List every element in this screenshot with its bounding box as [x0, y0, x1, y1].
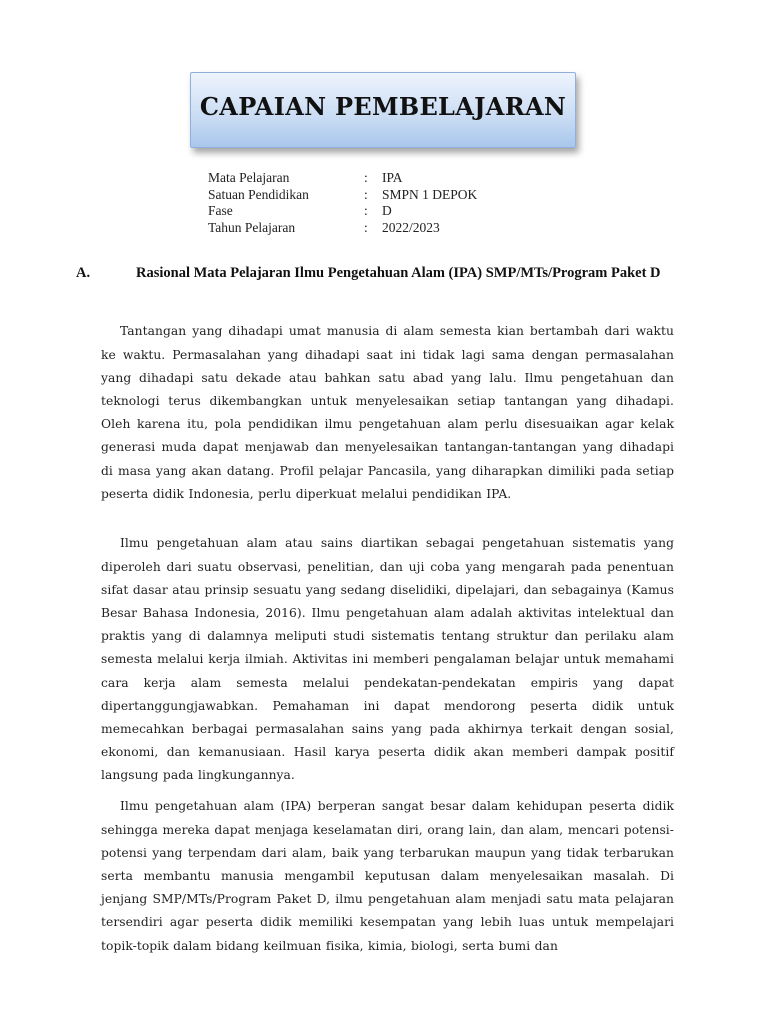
- meta-label: Satuan Pendidikan: [208, 186, 309, 202]
- meta-row-phase: [208, 203, 582, 220]
- metadata-table: [208, 170, 582, 236]
- paragraph-3: Ilmu pengetahuan alam (IPA) berperan sangat besar dalam kehidupan peserta didik sehingga mereka dapat menjaga keselamatan diri, orang lain, dan alam, mencari potensi-potensi yang terpendam dari alam, baik yang terbarukan maupun yang tidak terbarukan serta membantu manusia mengambil keputusan dalam menyelesaikan masalah. Di jenjang SMP/MTs/Program Paket D, ilmu pengetahuan alam menjadi satu mata pelajaran tersendiri agar peserta didik memiliki kesempatan yang lebih luas untuk mempelajari topik-topik dalam bidang keilmuan fisika, kimia, biologi, serta bumi dan: [101, 799, 674, 953]
- meta-value: D: [382, 203, 392, 218]
- meta-row-school: [208, 187, 582, 204]
- meta-colon: :: [364, 203, 368, 218]
- section-letter: A.: [76, 265, 91, 281]
- meta-value: IPA: [382, 170, 403, 185]
- page-title: CAPAIAN PEMBELAJARAN: [199, 91, 567, 121]
- meta-label: Tahun Pelajaran: [208, 219, 296, 235]
- meta-label: Mata Pelajaran: [208, 170, 290, 185]
- section-title: Rasional Mata Pelajaran Ilmu Pengetahuan Alam (IPA) SMP/MTs/Program Paket D: [136, 265, 661, 281]
- meta-value: SMPN 1 DEPOK: [382, 186, 478, 202]
- meta-colon: :: [364, 219, 368, 235]
- meta-colon: :: [364, 170, 368, 185]
- meta-colon: :: [364, 186, 368, 202]
- paragraph-2: Ilmu pengetahuan alam atau sains diartikan sebagai pengetahuan sistematis yang diperoleh dari suatu observasi, penelitian, dan uji coba yang mengarah pada penentuan sifat dasar atau prinsip sesuatu yang sedang diselidiki, dipelajari, dan sebagainya (Kamus Besar Bahasa Indonesia, 2016). Ilmu pengetahuan alam adalah aktivitas intelektual dan praktis yang di dalamnya meliputi studi sistematis tentang struktur dan perilaku alam semesta melalui kerja ilmiah. Aktivitas ini memberi pengalaman belajar untuk memahami cara kerja alam semesta melalui pendekatan-pendekatan empiris yang dapat dipertanggungjawabkan. Pemahaman ini dapat mendorong peserta didik untuk memecahkan berbagai permasalahan sains yang pada akhirnya terkait dengan sosial, ekonomi, dan kemanusiaan. Hasil karya peserta didik akan memberi dampak positif langsung pada lingkungannya.: [101, 536, 674, 783]
- meta-label: Fase: [208, 203, 233, 218]
- paragraph-1: Tantangan yang dihadapi umat manusia di alam semesta kian bertambah dari waktu ke waktu. Permasalahan yang dihadapi saat ini tidak lagi sama dengan permasalahan yang dihadapi satu dekade atau bahkan satu abad yang lalu. Ilmu pengetahuan dan teknologi terus dikembangkan untuk menyelesaikan setiap tantangan yang dihadapi. Oleh karena itu, pola pendidikan ilmu pengetahuan alam perlu disesuaikan agar kelak generasi muda dapat menjawab dan menyelesaikan tantangan-tantangan yang dihadapi di masa yang akan datang. Profil pelajar Pancasila, yang diharapkan dimiliki pada setiap peserta didik Indonesia, perlu diperkuat melalui pendidikan IPA.: [101, 324, 674, 501]
- meta-value: 2022/2023: [382, 219, 440, 235]
- meta-row-year: [208, 220, 582, 237]
- title-banner: [190, 72, 576, 148]
- meta-row-subject: [208, 170, 582, 187]
